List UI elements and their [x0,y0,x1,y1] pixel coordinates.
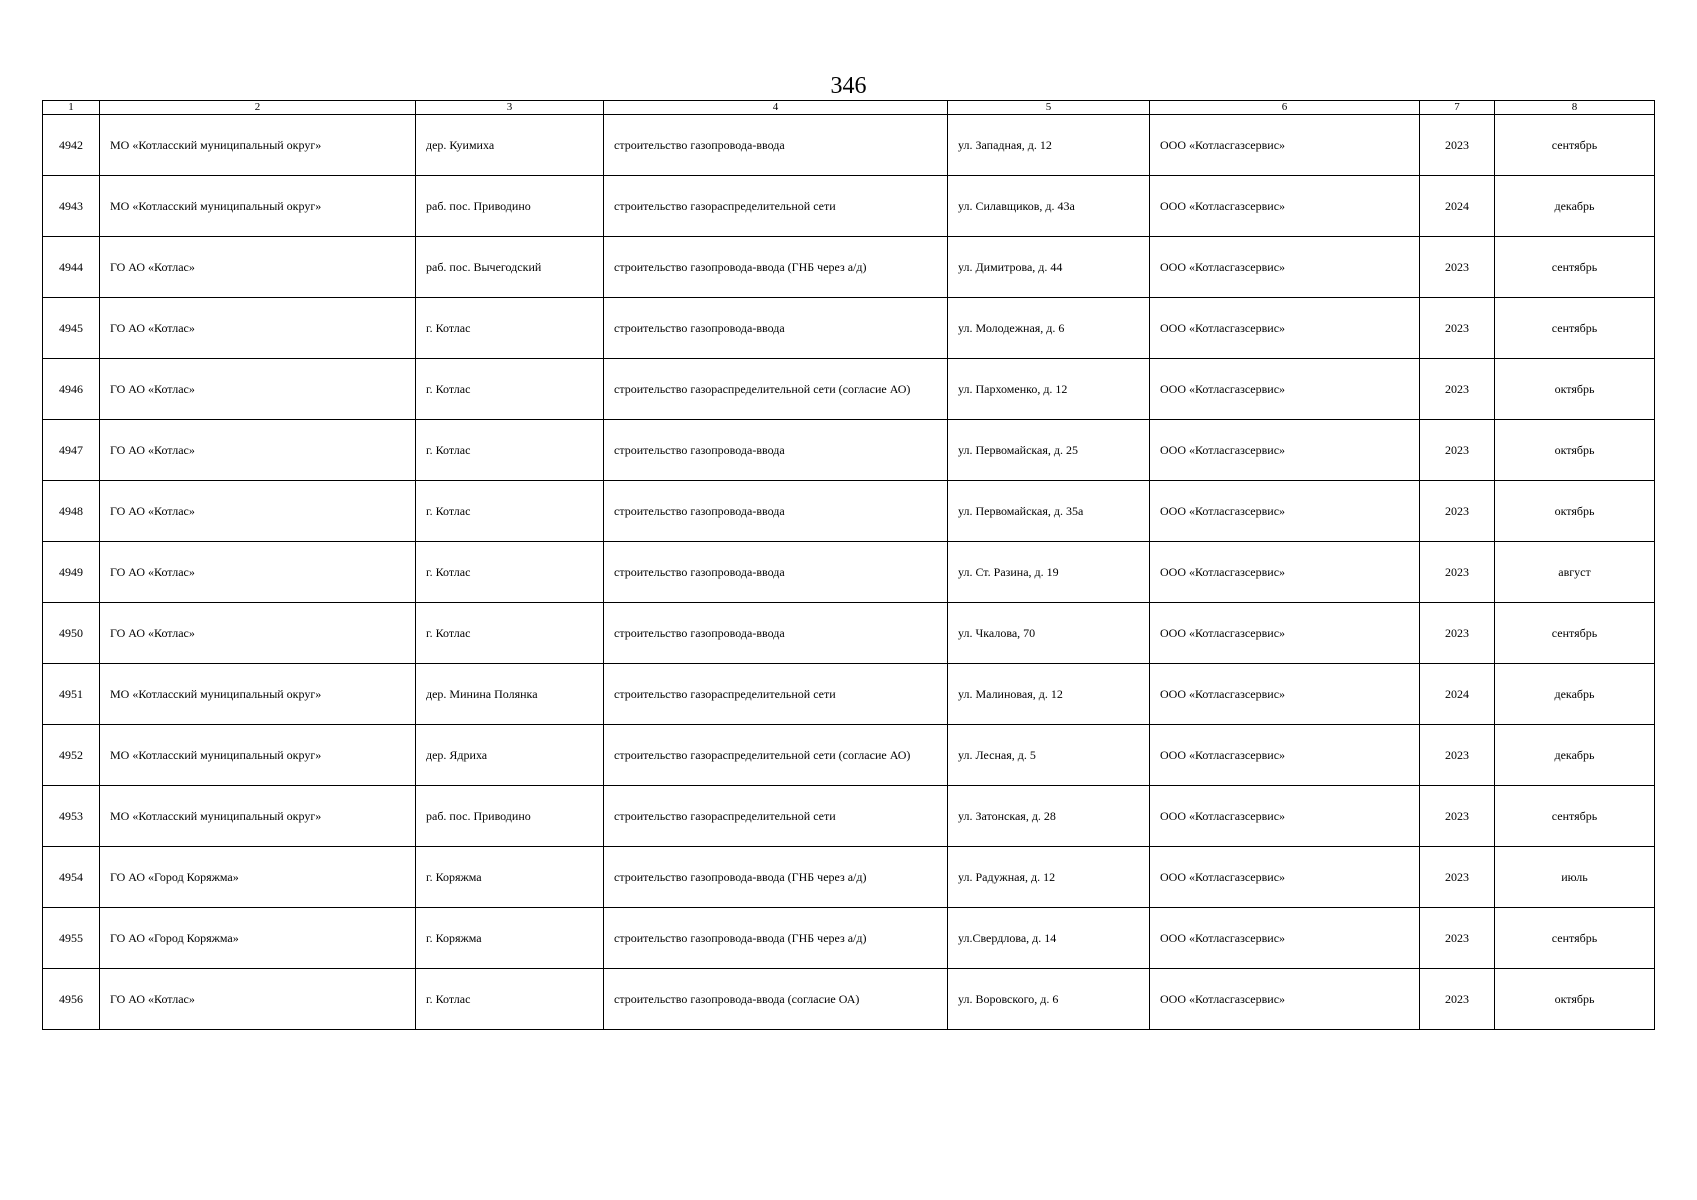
municipality-cell: ГО АО «Котлас» [100,481,416,542]
table-row [43,359,1655,420]
organization-cell: ООО «Котласгазсервис» [1150,298,1420,359]
municipality-cell: ГО АО «Котлас» [100,420,416,481]
column-header-5: 5 [948,101,1150,115]
municipality-cell: МО «Котласский муниципальный округ» [100,664,416,725]
work-type-cell: строительство газораспределительной сети [604,786,948,847]
settlement-cell: г. Котлас [416,359,604,420]
address-cell: ул.Свердлова, д. 14 [948,908,1150,969]
month-cell: сентябрь [1495,786,1655,847]
organization-cell: ООО «Котласгазсервис» [1150,603,1420,664]
year-cell: 2023 [1420,847,1495,908]
month-cell: сентябрь [1495,603,1655,664]
column-header-6: 6 [1150,101,1420,115]
settlement-cell: г. Котлас [416,420,604,481]
row-number-cell: 4952 [43,725,100,786]
settlement-cell: раб. пос. Приводино [416,786,604,847]
year-cell: 2023 [1420,298,1495,359]
row-number-cell: 4945 [43,298,100,359]
column-header-4: 4 [604,101,948,115]
month-cell: октябрь [1495,420,1655,481]
address-cell: ул. Лесная, д. 5 [948,725,1150,786]
month-cell: декабрь [1495,664,1655,725]
year-cell: 2023 [1420,725,1495,786]
row-number-cell: 4956 [43,969,100,1030]
municipality-cell: ГО АО «Город Коряжма» [100,847,416,908]
municipality-cell: ГО АО «Котлас» [100,359,416,420]
column-header-1: 1 [43,101,100,115]
address-cell: ул. Радужная, д. 12 [948,847,1150,908]
header-row [43,101,1655,115]
table-row [43,115,1655,176]
address-cell: ул. Воровского, д. 6 [948,969,1150,1030]
row-number-cell: 4949 [43,542,100,603]
municipality-cell: ГО АО «Котлас» [100,298,416,359]
month-cell: сентябрь [1495,908,1655,969]
month-cell: сентябрь [1495,115,1655,176]
settlement-cell: раб. пос. Приводино [416,176,604,237]
table-row [43,481,1655,542]
work-type-cell: строительство газопровода-ввода [604,420,948,481]
month-cell: сентябрь [1495,237,1655,298]
column-header-2: 2 [100,101,416,115]
settlement-cell: дер. Куимиха [416,115,604,176]
municipality-cell: ГО АО «Котлас» [100,237,416,298]
row-number-cell: 4946 [43,359,100,420]
row-number-cell: 4953 [43,786,100,847]
organization-cell: ООО «Котласгазсервис» [1150,664,1420,725]
organization-cell: ООО «Котласгазсервис» [1150,420,1420,481]
month-cell: октябрь [1495,481,1655,542]
municipality-cell: ГО АО «Котлас» [100,969,416,1030]
table-row [43,298,1655,359]
table-row [43,603,1655,664]
work-type-cell: строительство газопровода-ввода [604,115,948,176]
municipality-cell: МО «Котласский муниципальный округ» [100,115,416,176]
row-number-cell: 4947 [43,420,100,481]
address-cell: ул. Димитрова, д. 44 [948,237,1150,298]
work-type-cell: строительство газораспределительной сети [604,664,948,725]
year-cell: 2024 [1420,664,1495,725]
work-type-cell: строительство газопровода-ввода [604,603,948,664]
year-cell: 2023 [1420,359,1495,420]
organization-cell: ООО «Котласгазсервис» [1150,115,1420,176]
year-cell: 2023 [1420,420,1495,481]
work-type-cell: строительство газораспределительной сети (согласие АО) [604,359,948,420]
organization-cell: ООО «Котласгазсервис» [1150,481,1420,542]
month-cell: сентябрь [1495,298,1655,359]
month-cell: июль [1495,847,1655,908]
municipality-cell: ГО АО «Котлас» [100,542,416,603]
settlement-cell: г. Котлас [416,969,604,1030]
address-cell: ул. Молодежная, д. 6 [948,298,1150,359]
address-cell: ул. Чкалова, 70 [948,603,1150,664]
table-row [43,786,1655,847]
settlement-cell: дер. Ядриха [416,725,604,786]
year-cell: 2023 [1420,481,1495,542]
municipality-cell: МО «Котласский муниципальный округ» [100,786,416,847]
row-number-cell: 4950 [43,603,100,664]
year-cell: 2023 [1420,237,1495,298]
row-number-cell: 4942 [43,115,100,176]
table-header [43,101,1655,115]
row-number-cell: 4954 [43,847,100,908]
column-header-3: 3 [416,101,604,115]
year-cell: 2023 [1420,603,1495,664]
column-header-8: 8 [1495,101,1655,115]
page-number: 346 [830,73,867,99]
data-table [42,100,1655,1030]
year-cell: 2023 [1420,786,1495,847]
table-row [43,847,1655,908]
table-row [43,237,1655,298]
address-cell: ул. Силавщиков, д. 43а [948,176,1150,237]
row-number-cell: 4944 [43,237,100,298]
address-cell: ул. Затонская, д. 28 [948,786,1150,847]
organization-cell: ООО «Котласгазсервис» [1150,176,1420,237]
settlement-cell: дер. Минина Полянка [416,664,604,725]
table-row [43,664,1655,725]
month-cell: октябрь [1495,969,1655,1030]
table-row [43,542,1655,603]
work-type-cell: строительство газораспределительной сети (согласие АО) [604,725,948,786]
year-cell: 2024 [1420,176,1495,237]
organization-cell: ООО «Котласгазсервис» [1150,725,1420,786]
column-header-7: 7 [1420,101,1495,115]
address-cell: ул. Ст. Разина, д. 19 [948,542,1150,603]
year-cell: 2023 [1420,969,1495,1030]
year-cell: 2023 [1420,542,1495,603]
year-cell: 2023 [1420,908,1495,969]
municipality-cell: ГО АО «Котлас» [100,603,416,664]
organization-cell: ООО «Котласгазсервис» [1150,786,1420,847]
organization-cell: ООО «Котласгазсервис» [1150,908,1420,969]
work-type-cell: строительство газопровода-ввода [604,542,948,603]
table-row [43,420,1655,481]
work-type-cell: строительство газопровода-ввода (ГНБ через а/д) [604,908,948,969]
settlement-cell: г. Котлас [416,481,604,542]
year-cell: 2023 [1420,115,1495,176]
settlement-cell: г. Котлас [416,542,604,603]
work-type-cell: строительство газопровода-ввода [604,481,948,542]
organization-cell: ООО «Котласгазсервис» [1150,359,1420,420]
table-row [43,176,1655,237]
table-body [43,115,1655,1030]
work-type-cell: строительство газопровода-ввода (ГНБ через а/д) [604,237,948,298]
work-type-cell: строительство газопровода-ввода [604,298,948,359]
organization-cell: ООО «Котласгазсервис» [1150,847,1420,908]
municipality-cell: МО «Котласский муниципальный округ» [100,725,416,786]
organization-cell: ООО «Котласгазсервис» [1150,969,1420,1030]
settlement-cell: г. Коряжма [416,908,604,969]
month-cell: октябрь [1495,359,1655,420]
row-number-cell: 4948 [43,481,100,542]
address-cell: ул. Западная, д. 12 [948,115,1150,176]
settlement-cell: г. Котлас [416,298,604,359]
table-row [43,908,1655,969]
municipality-cell: ГО АО «Город Коряжма» [100,908,416,969]
work-type-cell: строительство газораспределительной сети [604,176,948,237]
address-cell: ул. Первомайская, д. 25 [948,420,1150,481]
table-row [43,969,1655,1030]
settlement-cell: г. Котлас [416,603,604,664]
month-cell: декабрь [1495,725,1655,786]
work-type-cell: строительство газопровода-ввода (согласие ОА) [604,969,948,1030]
municipality-cell: МО «Котласский муниципальный округ» [100,176,416,237]
address-cell: ул. Малиновая, д. 12 [948,664,1150,725]
organization-cell: ООО «Котласгазсервис» [1150,542,1420,603]
row-number-cell: 4955 [43,908,100,969]
work-type-cell: строительство газопровода-ввода (ГНБ через а/д) [604,847,948,908]
month-cell: декабрь [1495,176,1655,237]
table-row [43,725,1655,786]
address-cell: ул. Первомайская, д. 35а [948,481,1150,542]
row-number-cell: 4951 [43,664,100,725]
address-cell: ул. Пархоменко, д. 12 [948,359,1150,420]
settlement-cell: г. Коряжма [416,847,604,908]
row-number-cell: 4943 [43,176,100,237]
organization-cell: ООО «Котласгазсервис» [1150,237,1420,298]
settlement-cell: раб. пос. Вычегодский [416,237,604,298]
month-cell: август [1495,542,1655,603]
